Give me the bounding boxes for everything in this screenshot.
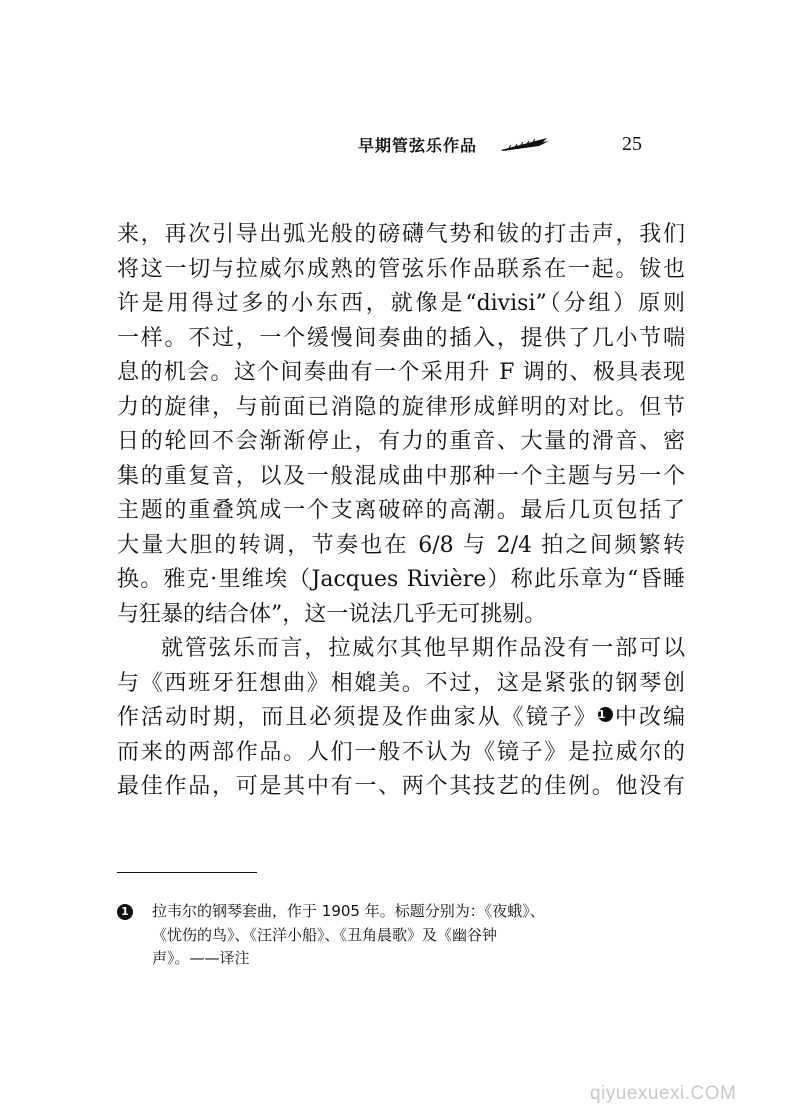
- footnote-line: 拉韦尔的钢琴套曲，作于 1905 年。标题分别为：《夜蛾》、: [152, 902, 545, 920]
- text-line: 最佳作品，可是其中有一、两个其技艺的佳例。他没有: [117, 774, 685, 799]
- footnote-reference[interactable]: 1: [598, 707, 613, 722]
- running-title: 早期管弦乐作品: [358, 135, 478, 155]
- text-line: 与狂暴的结合体”，这一说法几乎无可挑剔。: [117, 601, 547, 627]
- footnote-divider: [117, 872, 257, 873]
- text-line: 主题的重叠筑成一个支离破碎的高潮。最后几页包括了: [117, 498, 685, 523]
- footnote: [152, 900, 685, 971]
- running-head: [358, 132, 551, 156]
- footnote-line: 《忧伤的鸟》、《汪洋小船》、《丑角晨歌》及《幽谷钟: [152, 925, 498, 944]
- watermark: qiyuexuexi.COM: [590, 1083, 737, 1104]
- text-fragment: 中改编: [612, 705, 685, 730]
- text-line: 大量大胆的转调，节奏也在 6/8 与 2/4 拍之间频繁转: [117, 532, 685, 558]
- page-number: 25: [622, 133, 642, 155]
- footnote-line: 声》。——译注: [152, 949, 250, 967]
- text-line-with-noteref: [117, 701, 685, 736]
- text-line: 一样。不过，一个缓慢间奏曲的插入，提供了几小节喘: [117, 325, 685, 351]
- text-line: 就管弦乐而言，拉威尔其他早期作品没有一部可以: [161, 636, 685, 661]
- text-line: 而来的两部作品。人们一般不认为《镜子》是拉威尔的: [117, 739, 685, 765]
- text-line: 将这一切与拉威尔成熟的管弦乐作品联系在一起。钹也: [117, 256, 685, 282]
- body-text: [117, 218, 685, 805]
- text-line: 息的机会。这个间奏曲有一个采用升 F 调的、极具表现: [117, 360, 685, 385]
- text-line: 许是用得过多的小东西，就像是“divisi”（分组）原则: [117, 291, 685, 316]
- quill-ornament-icon: [499, 135, 551, 153]
- text-line: 换。雅克·里维埃（Jacques Rivière）称此乐章为“昏睡: [117, 567, 685, 592]
- text-line: 集的重复音，以及一般混成曲中那种一个主题与另一个: [117, 463, 685, 489]
- text-line: 来，再次引导出弧光般的磅礴气势和钹的打击声，我们: [117, 222, 685, 247]
- text-fragment: 作活动时期，而且必须提及作曲家从《镜子》: [117, 705, 598, 730]
- text-line: 力的旋律，与前面已消隐的旋律形成鲜明的对比。但节: [117, 394, 685, 420]
- footnote-marker: 1: [117, 904, 133, 920]
- text-line: 与《西班牙狂想曲》相媲美。不过，这是紧张的钢琴创: [117, 670, 685, 696]
- text-line: 日的轮回不会渐渐停止，有力的重音、大量的滑音、密: [117, 429, 685, 454]
